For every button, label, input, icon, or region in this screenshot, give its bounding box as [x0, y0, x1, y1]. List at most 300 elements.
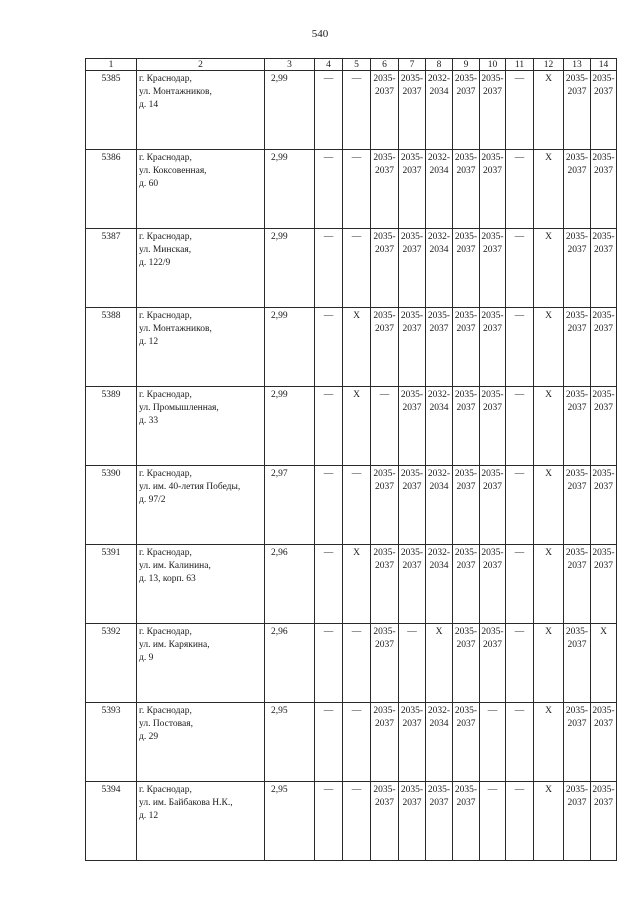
table-cell-col-12: [534, 387, 564, 466]
table-cell-col-1: [86, 71, 137, 150]
table-cell-col-5: [343, 229, 371, 308]
table-cell-col-7: [399, 229, 426, 308]
table-cell-col-9: [453, 71, 480, 150]
cell-text: 2035- 2037: [454, 469, 478, 492]
cell-text: 2035- 2037: [592, 390, 615, 413]
cell-text: X: [545, 785, 552, 795]
table-cell-col-7: [399, 71, 426, 150]
table-cell-col-4: [315, 71, 343, 150]
table-cell-col-5: [343, 466, 371, 545]
cell-text: —: [487, 785, 498, 795]
table-cell-col-7: [399, 387, 426, 466]
table-cell-col-11: [506, 545, 534, 624]
cell-text: г. Краснодар, ул. им. Калинина, д. 13, корп. 63: [139, 548, 211, 584]
table-cell-col-9: [453, 545, 480, 624]
table-cell-col-11: [506, 624, 534, 703]
table-cell-col-1: [86, 624, 137, 703]
table-cell-col-2: [137, 150, 265, 229]
table-cell-col-14: [591, 308, 617, 387]
cell-text: 2035- 2037: [454, 627, 478, 650]
table-cell-col-14: [591, 545, 617, 624]
table-cell-col-3: [265, 229, 315, 308]
table-cell-col-14: [591, 150, 617, 229]
cell-text: 2035- 2037: [481, 74, 504, 97]
cell-text: —: [323, 311, 334, 321]
cell-text: 2035- 2037: [427, 311, 451, 334]
column-header-2: 2: [137, 59, 265, 71]
table-cell-col-14: [591, 387, 617, 466]
cell-text: 2035- 2037: [592, 785, 615, 808]
column-header-9: 9: [453, 59, 480, 71]
cell-text: 2035- 2037: [400, 390, 424, 413]
cell-text: X: [435, 627, 443, 637]
table-cell-col-14: [591, 703, 617, 782]
table-cell-col-6: [371, 545, 399, 624]
table-cell-col-6: [371, 71, 399, 150]
cell-text: 5389: [101, 390, 121, 400]
cell-text: —: [514, 785, 525, 795]
table-cell-col-12: [534, 150, 564, 229]
cell-text: 2032- 2034: [427, 469, 451, 492]
table-cell-col-3: [265, 71, 315, 150]
table-cell-col-8: [426, 545, 453, 624]
table-cell-col-3: [265, 703, 315, 782]
table-cell-col-2: [137, 387, 265, 466]
table-cell-col-11: [506, 387, 534, 466]
table-cell-col-4: [315, 703, 343, 782]
table-cell-col-13: [564, 150, 591, 229]
cell-text: —: [323, 74, 334, 84]
column-header-13: 13: [564, 59, 591, 71]
table-cell-col-1: [86, 387, 137, 466]
cell-text: —: [351, 706, 362, 716]
table-cell-col-8: [426, 466, 453, 545]
cell-text: 5393: [101, 706, 121, 716]
cell-text: 2035- 2037: [565, 74, 589, 97]
cell-text: 2035- 2037: [565, 390, 589, 413]
cell-text: 2035- 2037: [481, 548, 504, 571]
cell-text: X: [545, 74, 552, 84]
table-cell-col-11: [506, 703, 534, 782]
table-body: [86, 71, 617, 861]
table-row: [86, 71, 617, 150]
cell-text: 2035- 2037: [373, 153, 396, 176]
column-header-14: 14: [591, 59, 617, 71]
table-cell-col-13: [564, 229, 591, 308]
cell-text: 2035- 2037: [454, 232, 478, 255]
column-header-5: 5: [343, 59, 371, 71]
table-cell-col-3: [265, 782, 315, 861]
table-cell-col-9: [453, 229, 480, 308]
table-cell-col-8: [426, 229, 453, 308]
table-row: [86, 545, 617, 624]
cell-text: —: [323, 627, 334, 637]
table-cell-col-11: [506, 308, 534, 387]
table-cell-col-3: [265, 308, 315, 387]
table-cell-col-6: [371, 150, 399, 229]
cell-text: 2035- 2037: [454, 74, 478, 97]
table-cell-col-8: [426, 150, 453, 229]
table-cell-col-8: [426, 782, 453, 861]
cell-text: г. Краснодар, ул. им. 40-летия Победы, д. 97/2: [139, 469, 241, 505]
cell-text: X: [353, 548, 360, 558]
cell-text: 2032- 2034: [427, 548, 451, 571]
table-cell-col-5: [343, 545, 371, 624]
table-cell-col-10: [480, 466, 506, 545]
cell-text: —: [351, 785, 362, 795]
table-cell-col-13: [564, 466, 591, 545]
table-cell-col-2: [137, 545, 265, 624]
cell-text: 2035- 2037: [481, 627, 504, 650]
cell-text: 2035- 2037: [481, 232, 504, 255]
table-cell-col-1: [86, 703, 137, 782]
cell-text: г. Краснодар, ул. Постовая, д. 29: [139, 706, 193, 742]
table-cell-col-6: [371, 624, 399, 703]
cell-text: 2,95: [271, 706, 288, 716]
table-cell-col-3: [265, 387, 315, 466]
table-cell-col-5: [343, 387, 371, 466]
table-cell-col-6: [371, 387, 399, 466]
table-cell-col-3: [265, 624, 315, 703]
table-cell-col-9: [453, 387, 480, 466]
table-cell-col-14: [591, 229, 617, 308]
cell-text: X: [545, 153, 552, 163]
table-cell-col-1: [86, 466, 137, 545]
table-cell-col-4: [315, 466, 343, 545]
table-cell-col-11: [506, 71, 534, 150]
cell-text: 2035- 2037: [400, 785, 424, 808]
cell-text: 2035- 2037: [373, 706, 396, 729]
table-cell-col-14: [591, 624, 617, 703]
table-cell-col-10: [480, 782, 506, 861]
table-cell-col-12: [534, 703, 564, 782]
table-cell-col-11: [506, 229, 534, 308]
cell-text: X: [545, 232, 552, 242]
cell-text: г. Краснодар, ул. Минская, д. 122/9: [139, 232, 192, 268]
table-cell-col-9: [453, 150, 480, 229]
table-cell-col-4: [315, 308, 343, 387]
table-cell-col-13: [564, 624, 591, 703]
table-cell-col-6: [371, 466, 399, 545]
cell-text: 2032- 2034: [427, 74, 451, 97]
table-cell-col-6: [371, 229, 399, 308]
table-cell-col-13: [564, 387, 591, 466]
cell-text: X: [545, 706, 552, 716]
table-cell-col-1: [86, 782, 137, 861]
cell-text: —: [514, 153, 525, 163]
cell-text: 2,96: [271, 548, 288, 558]
cell-text: 5392: [101, 627, 121, 637]
cell-text: X: [545, 548, 552, 558]
table-cell-col-5: [343, 782, 371, 861]
table-row: [86, 703, 617, 782]
table-cell-col-2: [137, 229, 265, 308]
cell-text: 2035- 2037: [481, 469, 504, 492]
table-cell-col-9: [453, 308, 480, 387]
table-cell-col-2: [137, 703, 265, 782]
table-cell-col-10: [480, 387, 506, 466]
column-header-6: 6: [371, 59, 399, 71]
cell-text: 2035- 2037: [481, 390, 504, 413]
cell-text: —: [514, 706, 525, 716]
table-cell-col-12: [534, 71, 564, 150]
cell-text: 2035- 2037: [481, 311, 504, 334]
table-cell-col-13: [564, 71, 591, 150]
table-cell-col-10: [480, 545, 506, 624]
table-cell-col-12: [534, 782, 564, 861]
cell-text: X: [545, 469, 552, 479]
cell-text: 2035- 2037: [565, 469, 589, 492]
table-row: [86, 229, 617, 308]
cell-text: —: [351, 627, 362, 637]
table-cell-col-12: [534, 624, 564, 703]
cell-text: 2035- 2037: [373, 311, 396, 334]
table-cell-col-1: [86, 229, 137, 308]
cell-text: 2035- 2037: [373, 627, 396, 650]
cell-text: 2035- 2037: [565, 627, 589, 650]
cell-text: 2032- 2034: [427, 153, 451, 176]
cell-text: 2032- 2034: [427, 232, 451, 255]
table-cell-col-7: [399, 308, 426, 387]
table-cell-col-9: [453, 466, 480, 545]
cell-text: —: [351, 74, 362, 84]
cell-text: —: [514, 548, 525, 558]
cell-text: —: [351, 469, 362, 479]
cell-text: 2035- 2037: [454, 785, 478, 808]
table-cell-col-13: [564, 545, 591, 624]
cell-text: 2035- 2037: [400, 74, 424, 97]
cell-text: —: [514, 74, 525, 84]
table-cell-col-4: [315, 782, 343, 861]
cell-text: —: [379, 390, 390, 400]
table-cell-col-6: [371, 782, 399, 861]
cell-text: г. Краснодар, ул. Монтажников, д. 12: [139, 311, 212, 347]
column-header-1: 1: [86, 59, 137, 71]
table-cell-col-10: [480, 703, 506, 782]
table-cell-col-7: [399, 545, 426, 624]
cell-text: X: [353, 311, 360, 321]
table-cell-col-12: [534, 308, 564, 387]
table-cell-col-8: [426, 308, 453, 387]
cell-text: —: [323, 232, 334, 242]
cell-text: 2035- 2037: [400, 469, 424, 492]
cell-text: 2035- 2037: [592, 706, 615, 729]
table-cell-col-11: [506, 466, 534, 545]
cell-text: —: [323, 706, 334, 716]
table-cell-col-2: [137, 782, 265, 861]
table-cell-col-14: [591, 782, 617, 861]
table-cell-col-4: [315, 545, 343, 624]
table-cell-col-7: [399, 703, 426, 782]
column-header-12: 12: [534, 59, 564, 71]
cell-text: 2035- 2037: [454, 548, 478, 571]
cell-text: 2035- 2037: [592, 74, 615, 97]
cell-text: 2035- 2037: [454, 706, 478, 729]
table-cell-col-4: [315, 150, 343, 229]
column-header-4: 4: [315, 59, 343, 71]
cell-text: 2035- 2037: [565, 232, 589, 255]
cell-text: 2035- 2037: [592, 153, 615, 176]
cell-text: 2035- 2037: [454, 153, 478, 176]
cell-text: —: [514, 232, 525, 242]
cell-text: 2035- 2037: [373, 548, 396, 571]
table-cell-col-13: [564, 308, 591, 387]
cell-text: —: [323, 785, 334, 795]
cell-text: 5386: [101, 153, 121, 163]
cell-text: 2,99: [271, 153, 288, 163]
table-cell-col-7: [399, 782, 426, 861]
column-header-10: 10: [480, 59, 506, 71]
cell-text: г. Краснодар, ул. им. Байбакова Н.К., д. 12: [139, 785, 233, 821]
column-header-8: 8: [426, 59, 453, 71]
cell-text: 2,99: [271, 390, 288, 400]
cell-text: 2035- 2037: [565, 785, 589, 808]
table-cell-col-12: [534, 229, 564, 308]
column-header-11: 11: [506, 59, 534, 71]
table-cell-col-1: [86, 150, 137, 229]
cell-text: —: [323, 548, 334, 558]
table-row: [86, 782, 617, 861]
cell-text: 2035- 2037: [592, 548, 615, 571]
cell-text: 2,95: [271, 785, 288, 795]
cell-text: 2035- 2037: [400, 232, 424, 255]
table-cell-col-12: [534, 545, 564, 624]
cell-text: 2,97: [271, 469, 288, 479]
table-cell-col-14: [591, 71, 617, 150]
cell-text: 2035- 2037: [592, 232, 615, 255]
table-cell-col-2: [137, 308, 265, 387]
table-cell-col-4: [315, 229, 343, 308]
table-cell-col-7: [399, 624, 426, 703]
table-cell-col-13: [564, 782, 591, 861]
cell-text: 2035- 2037: [373, 74, 396, 97]
table-row: [86, 466, 617, 545]
cell-text: 2035- 2037: [427, 785, 451, 808]
cell-text: X: [545, 390, 552, 400]
header-row: [86, 59, 617, 71]
cell-text: 2,99: [271, 311, 288, 321]
table-cell-col-1: [86, 308, 137, 387]
table-cell-col-2: [137, 71, 265, 150]
cell-text: X: [353, 390, 360, 400]
cell-text: —: [487, 706, 498, 716]
cell-text: 2,96: [271, 627, 288, 637]
table-cell-col-4: [315, 624, 343, 703]
table-cell-col-9: [453, 782, 480, 861]
cell-text: 2035- 2037: [565, 153, 589, 176]
cell-text: 5388: [101, 311, 121, 321]
table-cell-col-6: [371, 308, 399, 387]
cell-text: г. Краснодар, ул. Промышленная, д. 33: [139, 390, 219, 426]
table-cell-col-10: [480, 624, 506, 703]
cell-text: 2035- 2037: [565, 548, 589, 571]
cell-text: 2035- 2037: [454, 390, 478, 413]
table-cell-col-8: [426, 624, 453, 703]
table-cell-col-13: [564, 703, 591, 782]
table-cell-col-2: [137, 466, 265, 545]
cell-text: г. Краснодар, ул. Монтажников, д. 14: [139, 74, 212, 110]
cell-text: 2035- 2037: [400, 548, 424, 571]
table-cell-col-5: [343, 150, 371, 229]
table-cell-col-9: [453, 624, 480, 703]
table-cell-col-12: [534, 466, 564, 545]
table-cell-col-5: [343, 703, 371, 782]
cell-text: —: [323, 153, 334, 163]
table-cell-col-1: [86, 545, 137, 624]
table-cell-col-11: [506, 782, 534, 861]
cell-text: 2032- 2034: [427, 390, 451, 413]
cell-text: X: [600, 627, 607, 637]
table-cell-col-10: [480, 229, 506, 308]
cell-text: г. Краснодар, ул. им. Карякина, д. 9: [139, 627, 210, 663]
column-header-7: 7: [399, 59, 426, 71]
cell-text: 2035- 2037: [373, 469, 396, 492]
table-cell-col-10: [480, 150, 506, 229]
table-cell-col-8: [426, 387, 453, 466]
table-cell-col-9: [453, 703, 480, 782]
cell-text: X: [545, 627, 552, 637]
cell-text: —: [351, 153, 362, 163]
table-cell-col-3: [265, 466, 315, 545]
cell-text: —: [514, 390, 525, 400]
table-cell-col-7: [399, 466, 426, 545]
cell-text: —: [351, 232, 362, 242]
cell-text: 5391: [101, 548, 121, 558]
table-row: [86, 150, 617, 229]
table-cell-col-3: [265, 545, 315, 624]
table-cell-col-3: [265, 150, 315, 229]
cell-text: —: [323, 390, 334, 400]
table-row: [86, 387, 617, 466]
cell-text: 5387: [101, 232, 121, 242]
cell-text: 2035- 2037: [592, 311, 615, 334]
table-cell-col-5: [343, 308, 371, 387]
cell-text: г. Краснодар, ул. Коксовенная, д. 60: [139, 153, 207, 189]
cell-text: 2035- 2037: [565, 311, 589, 334]
table-cell-col-8: [426, 703, 453, 782]
cell-text: 2035- 2037: [400, 311, 424, 334]
cell-text: 2035- 2037: [565, 706, 589, 729]
cell-text: 5385: [101, 74, 121, 84]
cell-text: 2,99: [271, 74, 288, 84]
cell-text: —: [514, 469, 525, 479]
cell-text: 2032- 2034: [427, 706, 451, 729]
table-cell-col-10: [480, 71, 506, 150]
page-number: 540: [311, 28, 329, 40]
cell-text: —: [407, 627, 417, 637]
cell-text: 2035- 2037: [373, 785, 396, 808]
table-cell-col-6: [371, 703, 399, 782]
table-cell-col-11: [506, 150, 534, 229]
cell-text: 2,99: [271, 232, 288, 242]
cell-text: 2035- 2037: [454, 311, 478, 334]
cell-text: —: [514, 627, 525, 637]
table-row: [86, 624, 617, 703]
cell-text: 2035- 2037: [592, 469, 615, 492]
table-cell-col-5: [343, 624, 371, 703]
cell-text: 5390: [101, 469, 121, 479]
registry-table: [85, 58, 617, 861]
cell-text: —: [323, 469, 334, 479]
cell-text: 2035- 2037: [400, 153, 424, 176]
cell-text: —: [514, 311, 525, 321]
cell-text: 2035- 2037: [481, 153, 504, 176]
table-row: [86, 308, 617, 387]
table-cell-col-4: [315, 387, 343, 466]
table-cell-col-7: [399, 150, 426, 229]
cell-text: X: [545, 311, 552, 321]
column-header-3: 3: [265, 59, 315, 71]
